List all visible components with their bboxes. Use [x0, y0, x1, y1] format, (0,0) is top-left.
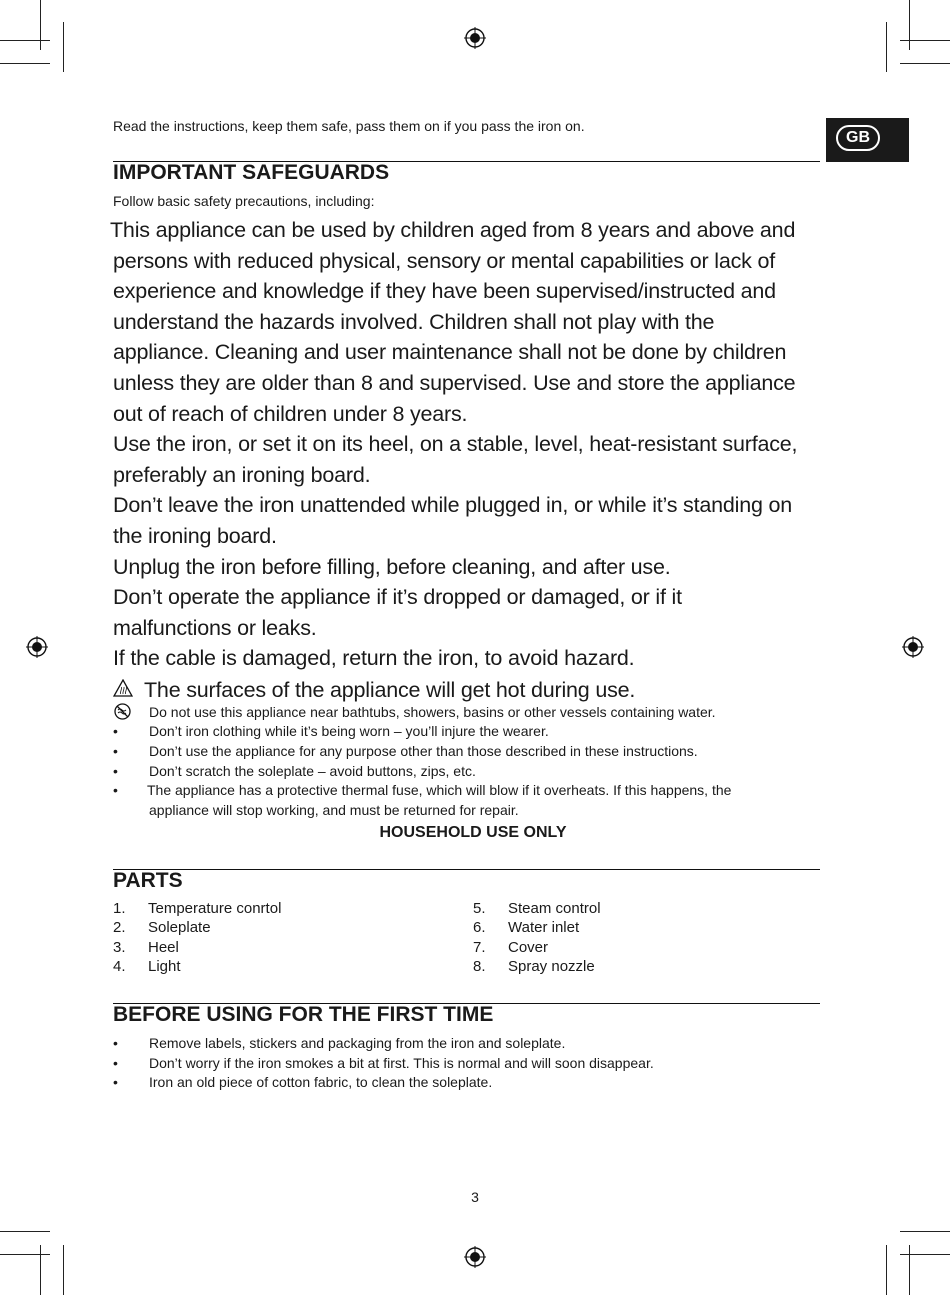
crop-mark — [909, 0, 910, 50]
text-line: This appliance can be used by children aged from 8 years and above and — [110, 218, 796, 242]
text-line: preferably an ironing board. — [113, 462, 371, 487]
part-label: Spray nozzle — [508, 958, 595, 975]
registration-mark-icon — [902, 636, 924, 658]
part-number: 8. — [473, 958, 486, 975]
crop-mark — [0, 63, 50, 64]
bullet-mark: • — [113, 1035, 118, 1051]
registration-mark-icon — [26, 636, 48, 658]
bullet-mark: • — [113, 782, 118, 798]
text-line: malfunctions or leaks. — [113, 615, 317, 640]
page-number: 3 — [471, 1189, 479, 1205]
part-number: 4. — [113, 958, 126, 975]
bullet-mark: • — [113, 743, 118, 759]
text-line: Use the iron, or set it on its heel, on a stable, level, heat-resistant surface, — [113, 432, 798, 457]
no-water-icon — [114, 703, 131, 720]
bullet-mark: • — [113, 1055, 118, 1071]
text-line: Don’t operate the appliance if it’s dropped or damaged, or if it — [113, 585, 682, 610]
crop-mark — [909, 1245, 910, 1295]
text-line: the ironing board. — [113, 523, 277, 548]
safeguards-subheading: Follow basic safety precautions, including: — [113, 193, 375, 209]
part-label: Soleplate — [148, 919, 211, 936]
crop-mark — [0, 40, 50, 41]
crop-mark — [40, 1245, 41, 1295]
water-warning: Do not use this appliance near bathtubs, showers, basins or other vessels containing water. — [149, 704, 716, 720]
safeguards-heading: IMPORTANT SAFEGUARDS — [113, 161, 390, 184]
list-item-text: Don’t worry if the iron smokes a bit at first. This is normal and will soon disappear. — [149, 1055, 654, 1071]
list-item-text: Iron an old piece of cotton fabric, to clean the soleplate. — [149, 1074, 493, 1090]
section-rule — [113, 869, 820, 870]
part-label: Heel — [148, 939, 179, 956]
household-use-notice: HOUSEHOLD USE ONLY — [379, 824, 567, 841]
crop-mark — [63, 1245, 64, 1295]
text-line: understand the hazards involved. Children shall not play with the — [113, 309, 715, 334]
bullet-mark: • — [113, 723, 118, 739]
text-line: persons with reduced physical, sensory or mental capabilities or lack of — [113, 248, 775, 273]
crop-mark — [63, 22, 64, 72]
part-number: 7. — [473, 939, 486, 956]
crop-mark — [900, 1254, 950, 1255]
part-number: 5. — [473, 900, 486, 917]
text-line: appliance. Cleaning and user maintenance shall not be done by children — [113, 340, 787, 365]
crop-mark — [0, 1231, 50, 1232]
part-number: 2. — [113, 919, 126, 936]
crop-mark — [900, 63, 950, 64]
text-line: Unplug the iron before filling, before cleaning, and after use. — [113, 554, 671, 579]
part-label: Light — [148, 958, 181, 975]
part-label: Temperature conrtol — [148, 900, 282, 917]
registration-mark-icon — [464, 1246, 486, 1268]
language-tab — [826, 118, 909, 162]
list-item-continuation: appliance will stop working, and must be returned for repair. — [149, 802, 519, 818]
crop-mark — [886, 1245, 887, 1295]
part-number: 1. — [113, 900, 126, 917]
parts-heading: PARTS — [113, 869, 183, 892]
bullet-mark: • — [113, 1074, 118, 1090]
text-line: If the cable is damaged, return the iron, to avoid hazard. — [113, 646, 635, 671]
intro-text: Read the instructions, keep them safe, pass them on if you pass the iron on. — [113, 118, 585, 134]
part-number: 3. — [113, 939, 126, 956]
crop-mark — [900, 40, 950, 41]
bullet-mark: • — [113, 763, 118, 779]
crop-mark — [40, 0, 41, 50]
list-item-text: The appliance has a protective thermal fuse, which will blow if it overheats. If this happens, the — [147, 782, 732, 798]
text-line: experience and knowledge if they have been supervised/instructed and — [113, 279, 776, 304]
part-number: 6. — [473, 919, 486, 936]
part-label: Steam control — [508, 900, 601, 917]
list-item-text: Don’t iron clothing while it’s being worn – you’ll injure the wearer. — [149, 723, 549, 739]
list-item-text: Remove labels, stickers and packaging from the iron and soleplate. — [149, 1035, 566, 1051]
registration-mark-icon — [464, 27, 486, 49]
hot-surface-warning: The surfaces of the appliance will get hot during use. — [144, 678, 636, 702]
part-label: Water inlet — [508, 919, 580, 936]
list-item-text: Don’t use the appliance for any purpose other than those described in these instructions. — [149, 743, 698, 759]
part-label: Cover — [508, 939, 549, 956]
crop-mark — [886, 22, 887, 72]
crop-mark — [900, 1231, 950, 1232]
text-line: unless they are older than 8 and supervised. Use and store the appliance — [113, 370, 796, 395]
list-item-text: Don’t scratch the soleplate – avoid buttons, zips, etc. — [149, 763, 476, 779]
hot-surface-warning-icon — [113, 679, 133, 697]
first-time-heading: BEFORE USING FOR THE FIRST TIME — [113, 1003, 494, 1026]
crop-mark — [0, 1254, 50, 1255]
text-line: Don’t leave the iron unattended while plugged in, or while it’s standing on — [113, 493, 793, 518]
language-code: GB — [836, 125, 880, 151]
safeguards-text-block — [110, 215, 820, 674]
text-line: out of reach of children under 8 years. — [113, 401, 468, 426]
